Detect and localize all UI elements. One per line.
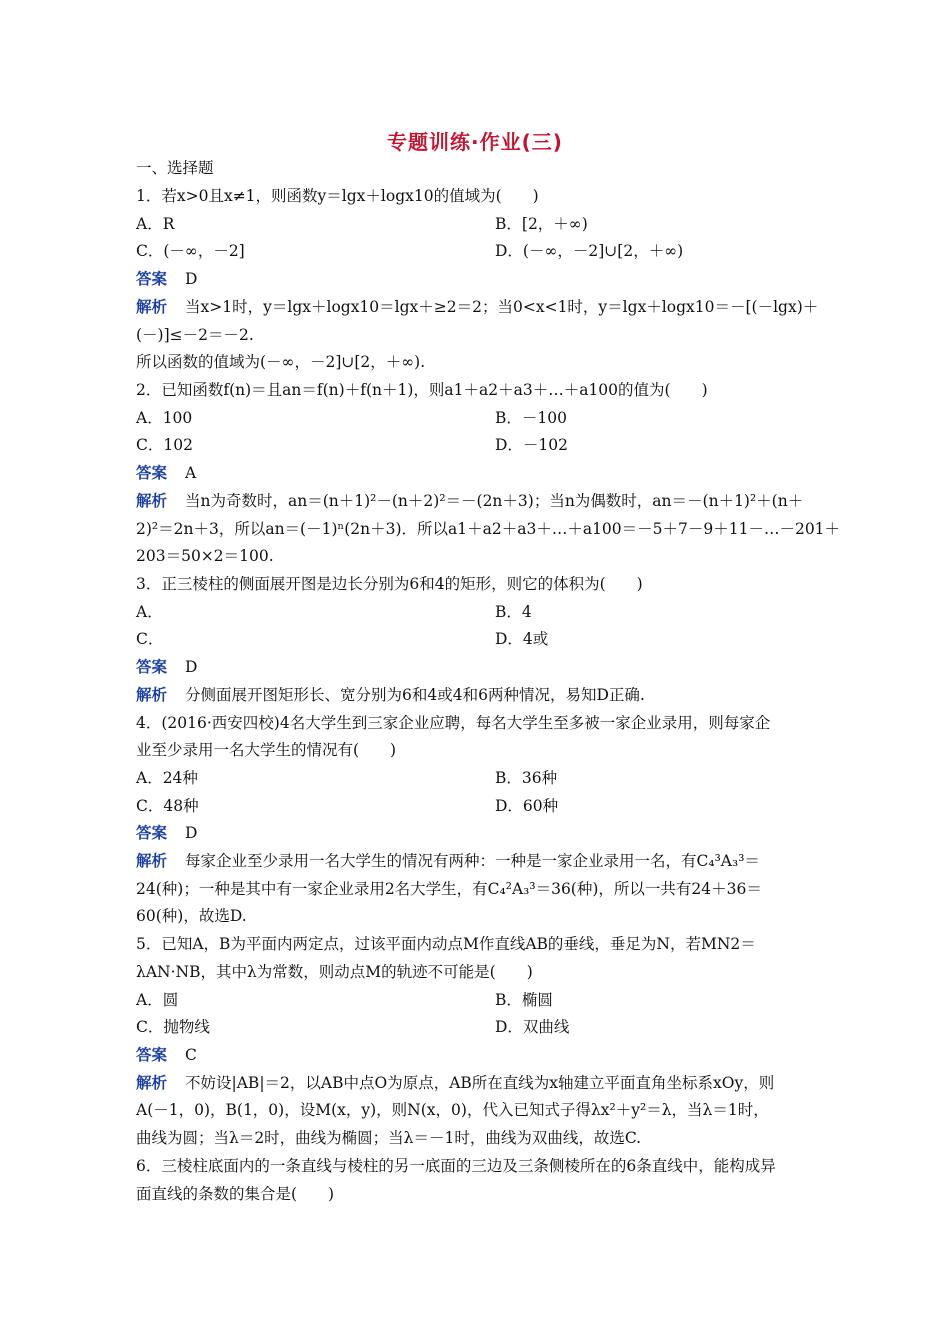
q2-answer bbox=[136, 463, 196, 483]
section-heading: 一、选择题 bbox=[136, 159, 214, 177]
q1-stem: 1．若x>0且x≠1，则函数y＝lgx＋logx10的值域为( ) bbox=[136, 187, 539, 205]
q4-analysis-line-2: 24(种)；一种是其中有一家企业录用2名大学生，有C₄²A₃³＝36(种)，所以一共有24＋36＝ bbox=[136, 880, 762, 898]
q4-answer bbox=[136, 823, 197, 843]
q5-answer bbox=[136, 1045, 197, 1065]
q2-option-b: B．－100 bbox=[495, 409, 567, 427]
q2-analysis-line-1: 解析 当n为奇数时，an＝(n＋1)²－(n＋2)²＝－(2n＋3)；当n为偶数时，an＝－(n＋1)²＋(n＋ bbox=[136, 491, 804, 510]
q6-stem-line-1: 6．三棱柱底面内的一条直线与棱柱的另一底面的三边及三条侧棱所在的6条直线中，能构成异 bbox=[136, 1157, 776, 1175]
q1-option-c: C．(－∞，－2] bbox=[136, 242, 245, 260]
answer-label: 答案 bbox=[136, 823, 168, 842]
q3-analysis-line-1: 解析 分侧面展开图矩形长、宽分别为6和4或4和6两种情况，易知D正确. bbox=[136, 685, 645, 704]
q4-stem-line-2: 业至少录用一名大学生的情况有( ) bbox=[136, 741, 397, 759]
q2-analysis-line-2: 2)²＝2n＋3，所以an＝(－1)ⁿ(2n＋3)．所以a1＋a2＋a3＋…＋a100＝－5＋7－9＋11－…－201＋ bbox=[136, 520, 841, 538]
q2-stem: 2．已知函数f(n)＝且an＝f(n)＋f(n＋1)，则a1＋a2＋a3＋…＋a100的值为( ) bbox=[136, 381, 708, 399]
q5-stem-line-1: 5．已知A，B为平面内两定点，过该平面内动点M作直线AB的垂线，垂足为N，若MN2＝ bbox=[136, 935, 756, 953]
q3-option-b: B．4 bbox=[495, 603, 532, 621]
q4-stem-line-1: 4．(2016·西安四校)4名大学生到三家企业应聘，每名大学生至多被一家企业录用，则每家企 bbox=[136, 714, 771, 732]
q3-answer bbox=[136, 657, 197, 677]
q1-option-b: B．[2，＋∞) bbox=[495, 215, 588, 233]
analysis-label: 解析 bbox=[136, 297, 168, 316]
q1-analysis-line-3: 所以函数的值域为(－∞，－2]∪[2，＋∞). bbox=[136, 353, 426, 371]
q1-answer bbox=[136, 269, 197, 289]
analysis-label: 解析 bbox=[136, 491, 168, 510]
q1-option-d: D．(－∞，－2]∪[2，＋∞) bbox=[495, 242, 684, 260]
q5-answer-value: C bbox=[185, 1046, 197, 1064]
q5-option-c: C．抛物线 bbox=[136, 1018, 210, 1036]
q2-option-d: D．－102 bbox=[495, 436, 569, 454]
analysis-label: 解析 bbox=[136, 685, 168, 704]
q6-stem-line-2: 面直线的条数的集合是( ) bbox=[136, 1185, 335, 1203]
q2-option-c: C．102 bbox=[136, 436, 193, 454]
q4-option-b: B．36种 bbox=[495, 769, 558, 787]
answer-label: 答案 bbox=[136, 1045, 168, 1064]
q1-analysis-line-1: 解析 当x>1时，y＝lgx＋logx10＝lgx＋≥2＝2；当0<x<1时，y＝lgx＋logx10＝－[(－lgx)＋ bbox=[136, 297, 819, 316]
answer-label: 答案 bbox=[136, 269, 168, 288]
q5-option-d: D．双曲线 bbox=[495, 1018, 570, 1036]
q3-answer-value: D bbox=[185, 658, 198, 676]
q2-answer-value: A bbox=[185, 464, 197, 482]
q3-option-d: D．4或 bbox=[495, 630, 549, 648]
q1-answer-value: D bbox=[185, 270, 198, 288]
q4-analysis-line-1: 解析 每家企业至少录用一名大学生的情况有两种：一种是一家企业录用一名，有C₄³A₃³＝ bbox=[136, 851, 760, 870]
q1-analysis-line-2: (－)]≤－2＝－2. bbox=[136, 326, 254, 344]
q5-analysis-line-2: A(－1，0)，B(1，0)，设M(x，y)，则N(x，0)，代入已知式子得λx²＋y²＝λ，当λ＝1时， bbox=[136, 1101, 769, 1119]
q4-option-c: C．48种 bbox=[136, 797, 199, 815]
q5-analysis-line-3: 曲线为圆；当λ＝2时，曲线为椭圆；当λ＝－1时，曲线为双曲线，故选C. bbox=[136, 1129, 642, 1147]
q5-stem-line-2: λAN·NB，其中λ为常数，则动点M的轨迹不可能是( ) bbox=[136, 963, 533, 981]
q3-stem: 3．正三棱柱的侧面展开图是边长分别为6和4的矩形，则它的体积为( ) bbox=[136, 575, 643, 593]
q4-option-d: D．60种 bbox=[495, 797, 559, 815]
q3-option-c: C． bbox=[136, 630, 164, 648]
q4-answer-value: D bbox=[185, 824, 198, 842]
answer-label: 答案 bbox=[136, 463, 168, 482]
q5-option-a: A．圆 bbox=[136, 991, 179, 1009]
q2-option-a: A．100 bbox=[136, 409, 193, 427]
page-title: 专题训练·作业(三) bbox=[387, 130, 563, 154]
q2-analysis-line-3: 203＝50×2＝100. bbox=[136, 547, 274, 565]
q4-analysis-line-3: 60(种)，故选D. bbox=[136, 907, 247, 925]
q1-option-a: A．R bbox=[136, 215, 175, 233]
analysis-label: 解析 bbox=[136, 851, 168, 870]
q4-option-a: A．24种 bbox=[136, 769, 198, 787]
q5-analysis-line-1: 解析 不妨设|AB|＝2，以AB中点O为原点，AB所在直线为x轴建立平面直角坐标系xOy，则 bbox=[136, 1073, 775, 1092]
q5-option-b: B．椭圆 bbox=[495, 991, 553, 1009]
analysis-label: 解析 bbox=[136, 1073, 168, 1092]
q3-option-a: A． bbox=[136, 603, 163, 621]
answer-label: 答案 bbox=[136, 657, 168, 676]
